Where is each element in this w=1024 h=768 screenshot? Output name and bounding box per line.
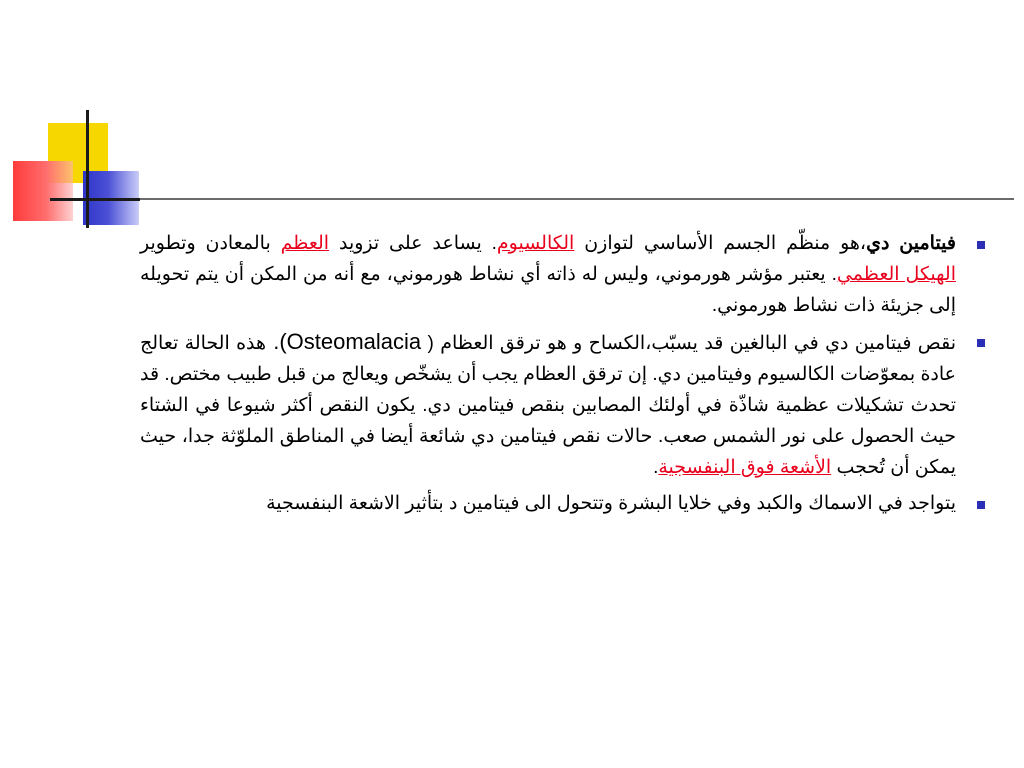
- link-calcium[interactable]: الكالسيوم: [496, 233, 575, 254]
- text-segment: بالمعادن وتطوير: [140, 233, 281, 254]
- text-segment: يتواجد في الاسماك والكبد وفي خلايا البشرة وتتحول الى فيتامين د بتأثير الاشعة البنفسجية: [266, 493, 956, 514]
- text-segment: . يعتبر مؤشر هورموني، وليس له ذاته أي نشاط هورموني، مع أنه من المكن أن يتم تحويله إلى جزيئة ذات نشاط هورموني.: [140, 264, 956, 316]
- bullet-item: [140, 326, 990, 483]
- square-bullet-icon: [977, 501, 985, 509]
- title-divider-accent: [50, 198, 140, 201]
- text-segment: هذه الحالة تعالج عادة بمعوّضات الكالسيوم وفيتامين دي. إن ترقق العظام يجب أن يشخّص ويعالج من قبل طبيب مختص. قد تحدث تشكيلات عظمية شاذّة في أولئك المصابين بنقص فيتامين دي. يكون النقص أكثر شيوعا في الشتاء حيث الحصول على نور الشمس صعب. حالات نقص فيتامين دي شائعة أيضا في المناطق الملوّثة جدا، حيث يمكن أن تُحجب: [140, 333, 956, 478]
- link-ultraviolet-rays[interactable]: الأشعة فوق البنفسجية: [658, 457, 832, 478]
- square-bullet-icon: [977, 339, 985, 347]
- text-segment: نقص فيتامين دي في البالغين قد يسبّب،الكساح و هو ترقق العظام (: [421, 333, 956, 354]
- square-bullet-icon: [977, 241, 985, 249]
- decorative-red-square: [13, 161, 73, 221]
- title-divider-line: [50, 198, 1014, 200]
- bullet-item: [140, 228, 990, 321]
- bullet-item: [140, 488, 990, 519]
- text-segment: .: [653, 457, 659, 478]
- term-vitamin-d: فيتامين دي: [866, 233, 957, 254]
- slide-body: [140, 228, 990, 524]
- text-segment: . يساعد على تزويد: [329, 233, 497, 254]
- link-skeleton[interactable]: الهيكل العظمي: [836, 264, 956, 285]
- term-osteomalacia: Osteomalacia).: [266, 329, 422, 354]
- decorative-vertical-line: [86, 110, 89, 228]
- text-segment: ،هو منظّم الجسم الأساسي لتوازن: [574, 233, 867, 254]
- link-bone[interactable]: العظم: [280, 233, 330, 254]
